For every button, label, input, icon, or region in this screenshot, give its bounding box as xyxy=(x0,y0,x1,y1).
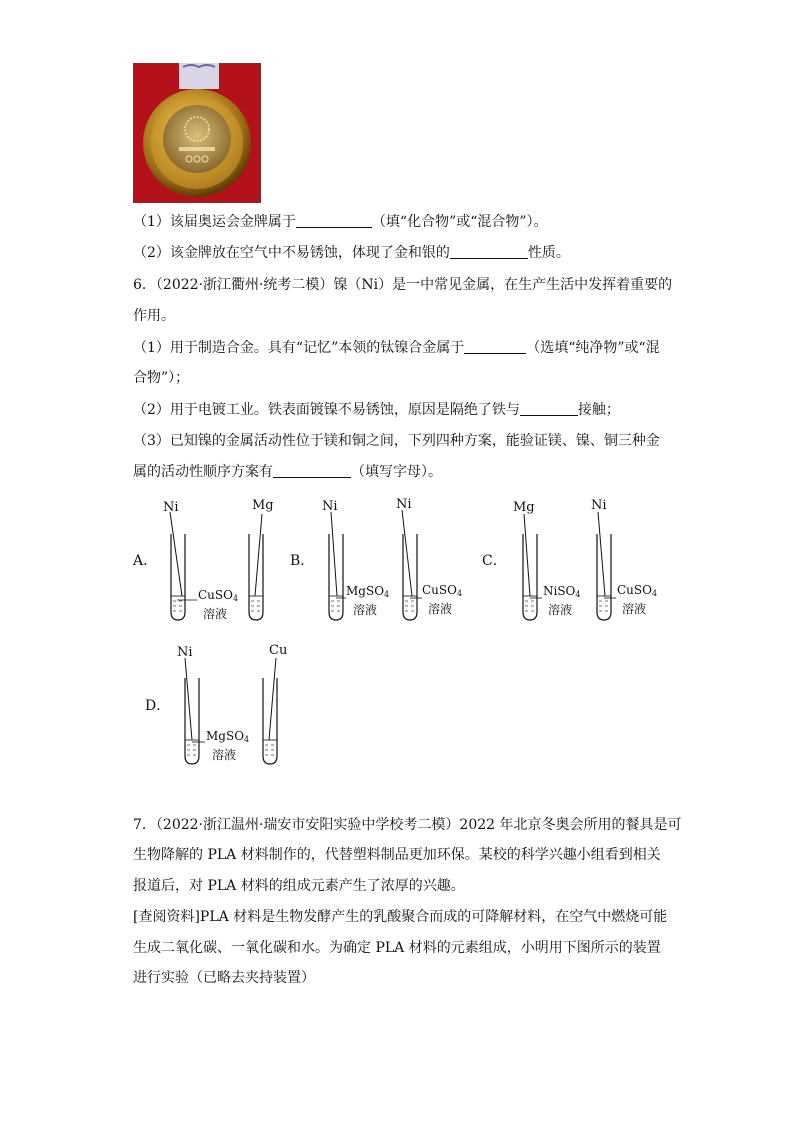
solution-label: CuSO$_4$ xyxy=(617,583,658,598)
q5-part1: （1）该届奥运会金牌属于 （填“化合物”或“混合物”）。 xyxy=(133,214,548,230)
metal-label: Mg xyxy=(252,498,274,513)
q6-stem-line1: 6．（2022·浙江衢州·统考二模）镍（Ni）是一中常见金属，在生产生活中发挥着重要的 xyxy=(133,277,673,293)
solution-label: MgSO$_4$ xyxy=(346,584,390,599)
option-a-letter[interactable]: A． xyxy=(133,553,158,569)
q7-info-line3: 进行实验（已略去夹持装置） xyxy=(133,970,315,986)
solution-word: 溶液 xyxy=(203,607,228,621)
metal-label: Ni xyxy=(591,498,607,513)
q6-part2: （2）用于电镀工业。铁表面镀镍不易锈蚀，原因是隔绝了铁与 接触； xyxy=(133,402,620,418)
q7-info-line1: [查阅资料]PLA 材料是生物发酵产生的乳酸聚合而成的可降解材料，在空气中燃烧可能 xyxy=(133,909,668,925)
option-b-tube-2 xyxy=(402,510,417,620)
metal-label: Ni xyxy=(163,500,179,515)
q6-part1-line1: （1）用于制造合金。具有“记忆”本领的钛镍合金属于 （选填“纯净物”或“混 xyxy=(133,340,660,356)
option-c-tube-1 xyxy=(523,514,537,620)
option-b-tube-1 xyxy=(329,512,343,620)
q7-stem-line1: 7．（2022·浙江温州·瑞安市安阳实验中学校考二模）2022 年北京冬奥会所用的餐具是可 xyxy=(133,817,682,833)
q6-part3-line1: （3）已知镍的金属活动性位于镁和铜之间，下列四种方案，能验证镁、镍、铜三种金 xyxy=(133,433,660,449)
solution-word: 溶液 xyxy=(622,602,647,616)
q7-stem-line3: 报道后，对 PLA 材料的组成元素产生了浓厚的兴趣。 xyxy=(133,878,465,894)
option-a-tube-1 xyxy=(170,512,185,620)
solution-label: NiSO$_4$ xyxy=(543,584,581,599)
q6-part1-line2: 合物”）； xyxy=(133,370,190,386)
solution-label: CuSO$_4$ xyxy=(422,583,463,598)
option-d-tube-1 xyxy=(185,658,199,764)
q6-part3-line2: 属的活动性顺序方案有 （填写字母）。 xyxy=(133,464,442,480)
q7-info-line2: 生成二氧化碳、一氧化碳和水。为确定 PLA 材料的元素组成，小明用下图所示的装置 xyxy=(133,940,661,956)
solution-label: CuSO$_4$ xyxy=(198,588,239,603)
metal-label: Mg xyxy=(513,500,535,515)
q7-stem-line2: 生物降解的 PLA 材料制作的，代替塑料制品更加环保。某校的科学兴趣小组看到相关 xyxy=(133,847,661,863)
option-c-letter[interactable]: C． xyxy=(482,553,507,569)
option-d-letter[interactable]: D． xyxy=(145,698,171,714)
option-a-tube-2 xyxy=(249,514,263,620)
solution-word: 溶液 xyxy=(353,603,378,617)
solution-word: 溶液 xyxy=(428,602,453,616)
metal-label: Cu xyxy=(269,643,288,658)
solution-word: 溶液 xyxy=(212,748,237,762)
solution-label: MgSO$_4$ xyxy=(206,729,250,744)
option-b-letter[interactable]: B． xyxy=(290,553,315,569)
metal-label: Ni xyxy=(177,645,193,660)
solution-word: 溶液 xyxy=(548,603,573,617)
option-d-tube-2 xyxy=(263,658,277,764)
metal-label: Ni xyxy=(322,499,338,514)
metal-label: Ni xyxy=(396,497,412,512)
q5-part2: （2）该金牌放在空气中不易锈蚀，体现了金和银的 性质。 xyxy=(133,245,570,261)
q6-stem-line2: 作用。 xyxy=(133,308,175,324)
option-c-tube-2 xyxy=(597,512,611,620)
